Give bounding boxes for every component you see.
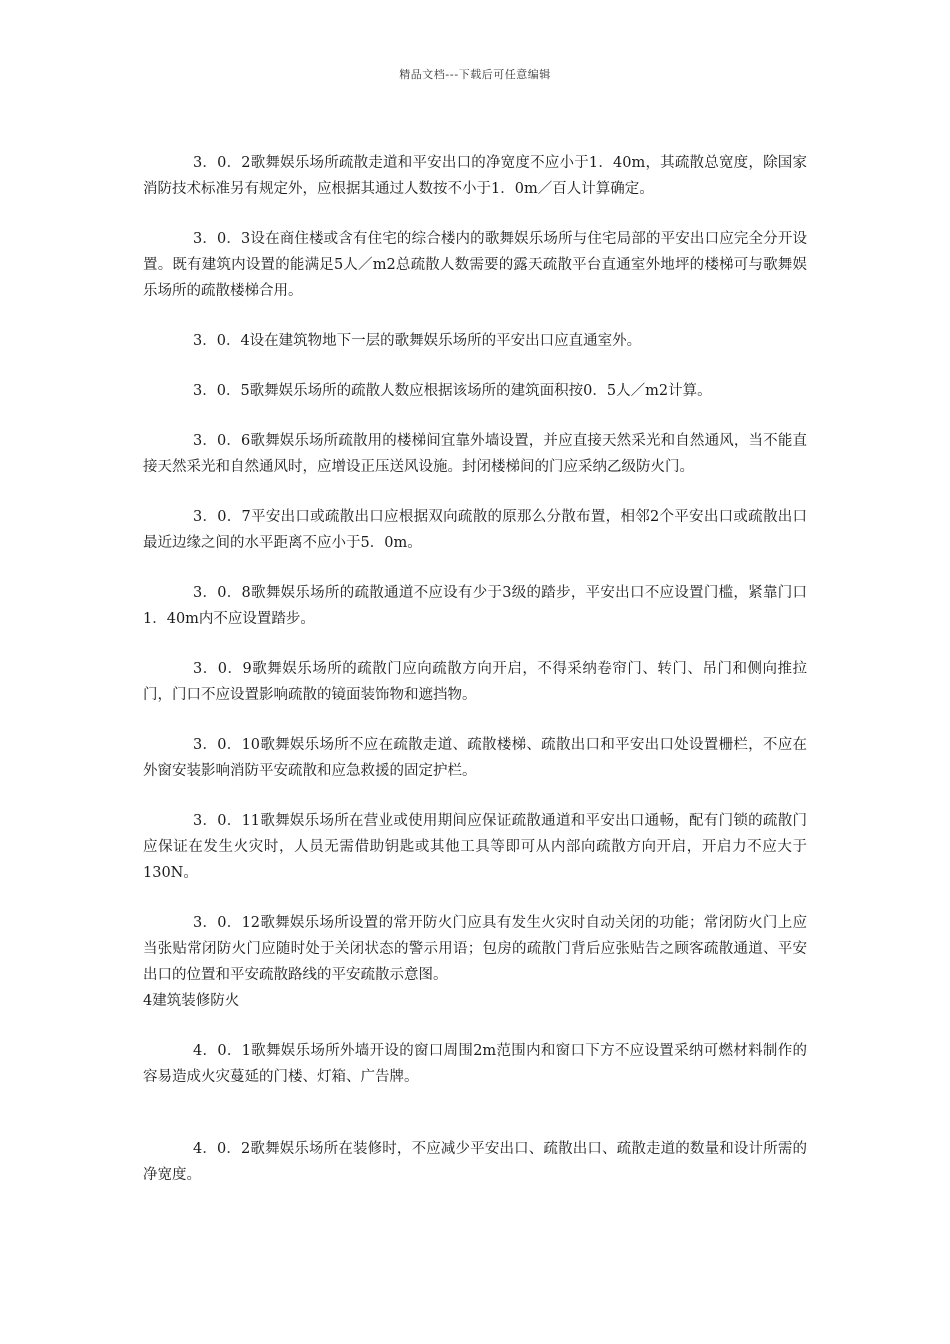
clause-3-0-8: 3．0．8歌舞娱乐场所的疏散通道不应设有少于3级的踏步，平安出口不应设置门槛，紧靠门口1．40m内不应设置踏步。 bbox=[143, 585, 807, 627]
clause-3-0-2: 3．0．2歌舞娱乐场所疏散走道和平安出口的净宽度不应小于1．40m，其疏散总宽度，除国家消防技术标准另有规定外，应根据其通过人数按不小于1．0m／百人计算确定。 bbox=[143, 155, 807, 197]
clause-3-0-6: 3．0．6歌舞娱乐场所疏散用的楼梯间宜靠外墙设置，并应直接天然采光和自然通风，当不能直接天然采光和自然通风时，应增设正压送风设施。封闭楼梯间的门应采纳乙级防火门。 bbox=[143, 433, 807, 475]
clause-3-0-5: 3．0．5歌舞娱乐场所的疏散人数应根据该场所的建筑面积按0．5人／m2计算。 bbox=[193, 383, 712, 399]
clause-3-0-4: 3．0．4设在建筑物地下一层的歌舞娱乐场所的平安出口应直通室外。 bbox=[193, 333, 642, 349]
section-4-heading: 4建筑装修防火 bbox=[143, 993, 240, 1009]
document-body bbox=[143, 150, 807, 1212]
clause-3-0-7: 3．0．7平安出口或疏散出口应根据双向疏散的原那么分散布置，相邻2个平安出口或疏散出口最近边缘之间的水平距离不应小于5．0m。 bbox=[143, 509, 807, 551]
page-header: 精品文档---下载后可任意编辑 bbox=[399, 68, 551, 81]
clause-4-0-2: 4．0．2歌舞娱乐场所在装修时，不应减少平安出口、疏散出口、疏散走道的数量和设计所需的净宽度。 bbox=[143, 1141, 807, 1183]
clause-3-0-3: 3．0．3设在商住楼或含有住宅的综合楼内的歌舞娱乐场所与住宅局部的平安出口应完全分开设置。既有建筑内设置的能满足5人／m2总疏散人数需要的露天疏散平台直通室外地坪的楼梯可与歌舞娱乐场所的疏散楼梯合用。 bbox=[143, 231, 807, 299]
clause-3-0-9: 3．0．9歌舞娱乐场所的疏散门应向疏散方向开启，不得采纳卷帘门、转门、吊门和侧向推拉门，门口不应设置影响疏散的镜面装饰物和遮挡物。 bbox=[143, 661, 807, 703]
clause-3-0-12: 3．0．12歌舞娱乐场所设置的常开防火门应具有发生火灾时自动关闭的功能；常闭防火门上应当张贴常闭防火门应随时处于关闭状态的警示用语；包房的疏散门背后应张贴告之顾客疏散通道、平安出口的位置和平安疏散路线的平安疏散示意图。 bbox=[143, 915, 807, 983]
clause-3-0-10: 3．0．10歌舞娱乐场所不应在疏散走道、疏散楼梯、疏散出口和平安出口处设置栅栏，不应在外窗安装影响消防平安疏散和应急救援的固定护栏。 bbox=[143, 737, 807, 779]
clause-4-0-1: 4．0．1歌舞娱乐场所外墙开设的窗口周围2m范围内和窗口下方不应设置采纳可燃材料制作的容易造成火灾蔓延的门楼、灯箱、广告牌。 bbox=[143, 1043, 807, 1085]
clause-3-0-11: 3．0．11歌舞娱乐场所在营业或使用期间应保证疏散通道和平安出口通畅，配有门锁的疏散门应保证在发生火灾时，人员无需借助钥匙或其他工具等即可从内部向疏散方向开启，开启力不应大于130N。 bbox=[143, 813, 807, 881]
